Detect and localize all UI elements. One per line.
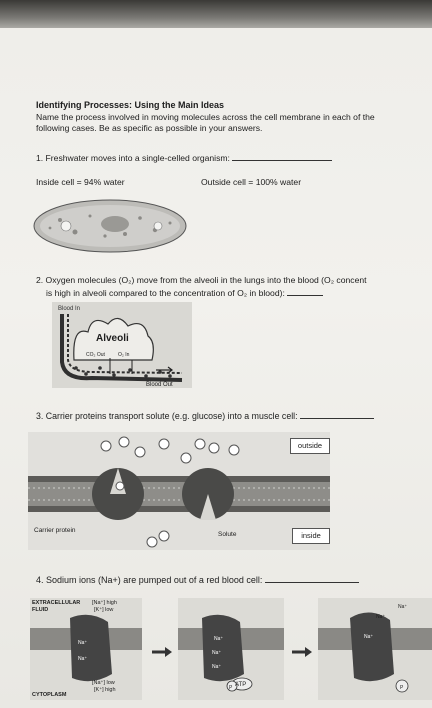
question-2-line-1: 2. Oxygen molecules (O₂) move from the alveoli in the lungs into the blood (O₂ concent <box>36 275 367 285</box>
k-high-label: [K⁺] high <box>94 687 116 693</box>
question-4-text: 4. Sodium ions (Na+) are pumped out of a red blood cell: <box>36 574 359 586</box>
co2-out-label: CO₂ Out <box>86 352 105 358</box>
na-ion-label-7: Na⁺ <box>398 604 408 610</box>
carrier-protein-label: Carrier protein <box>34 527 76 534</box>
question-1-text: 1. Freshwater moves into a single-celled organism: <box>36 152 332 164</box>
carrier-protein-figure <box>28 432 330 550</box>
na-ion-label-6: Na⁺ <box>376 614 386 620</box>
page-title: Identifying Processes: Using the Main Ideas <box>36 100 225 110</box>
alveoli-figure <box>52 302 192 388</box>
blood-in-label: Blood In <box>58 306 81 312</box>
k-low-label: [K⁺] low <box>94 607 114 613</box>
o2-in-label: O₂ In <box>118 352 130 358</box>
answer-blank-1[interactable] <box>232 152 332 161</box>
na-low-label: [Na⁺] low <box>92 680 115 686</box>
inside-label: inside <box>292 528 330 544</box>
na-ion-label-4: Na⁺ <box>212 650 222 656</box>
solute-label: Solute <box>218 531 237 538</box>
sodium-pump-figure <box>30 598 432 700</box>
blood-out-label: Blood Out <box>146 382 173 388</box>
alveoli-label: Alveoli <box>96 333 129 344</box>
question-3-text: 3. Carrier proteins transport solute (e.g. glucose) into a muscle cell: <box>36 410 374 422</box>
answer-blank-2[interactable] <box>287 287 323 296</box>
q1-inside-label: Inside cell = 94% water <box>36 177 125 187</box>
outside-label: outside <box>290 438 330 454</box>
q1-outside-label: Outside cell = 100% water <box>201 177 302 187</box>
phosphate-label-2: P <box>400 685 404 691</box>
answer-blank-4[interactable] <box>265 574 359 583</box>
na-ion-label-3: Na⁺ <box>214 636 224 642</box>
na-ion-label-8: Na⁺ <box>364 634 374 640</box>
na-ion-label-5: Na⁺ <box>212 664 222 670</box>
extracellular-label-2: FLUID <box>32 607 49 613</box>
instructions-line-1: Name the process involved in moving molecules across the cell membrane in each of the <box>36 112 375 122</box>
alveoli-diagram <box>52 302 192 388</box>
answer-blank-3[interactable] <box>300 410 374 419</box>
na-ion-label-2: Na⁺ <box>78 656 88 662</box>
extracellular-label-1: EXTRACELLULAR <box>32 600 81 606</box>
question-2-line-2: is high in alveoli compared to the concentration of O₂ in blood): <box>46 287 323 299</box>
paramecium-figure <box>30 196 190 256</box>
na-ion-label-1: Na⁺ <box>78 640 88 646</box>
phosphate-label-1: P <box>229 685 233 691</box>
cytoplasm-label: CYTOPLASM <box>32 692 67 698</box>
na-high-label: [Na⁺] high <box>92 600 117 606</box>
instructions-line-2: following cases. Be as specific as possible in your answers. <box>36 123 263 133</box>
atp-label: ATP <box>235 682 247 688</box>
